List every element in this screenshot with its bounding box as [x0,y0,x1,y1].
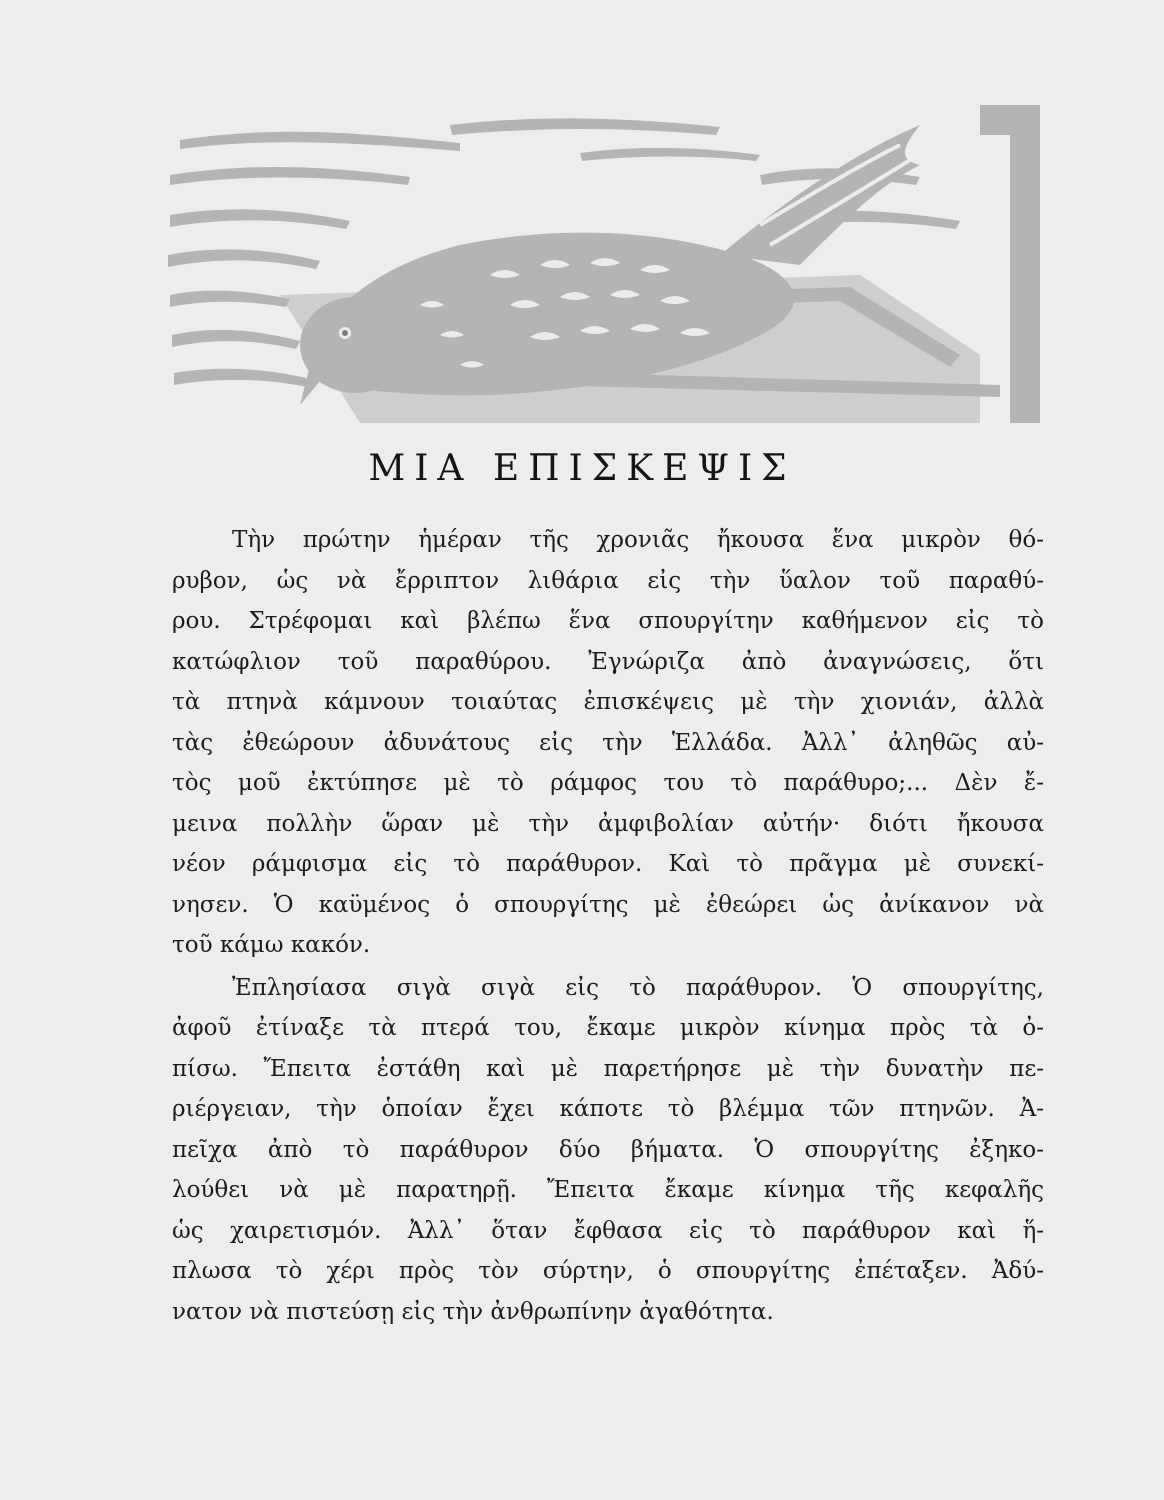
text-line: ρου. Στρέφομαι καὶ βλέπω ἕνα σπουργίτην καθήμενον εἰς τὸ [172,608,1044,634]
text-line: πίσω. Ἔπειτα ἐστάθη καὶ μὲ παρετήρησε μὲ τὴν δυνατὴν πε- [172,1055,1044,1082]
paragraph-1 [172,520,1044,966]
text-line: τὸς μοῦ ἐκτύπησε μὲ τὸ ράμφος του τὸ παράθυρο;... Δὲν ἔ- [172,770,1044,796]
text-line: νέον ράμφισμα εἰς τὸ παράθυρον. Καὶ τὸ πρᾶγμα μὲ συνεκί- [172,851,1044,877]
text-line: κατώφλιον τοῦ παραθύρου. Ἐγνώριζα ἀπὸ ἀναγνώσεις, ὅτι [172,648,1044,675]
text-line: Τὴν πρώτην ἡμέραν τῆς χρονιᾶς ἤκουσα ἕνα μικρὸν θό- [232,527,1044,553]
text-line: ἀφοῦ ἐτίναξε τὰ πτερά του, ἔκαμε μικρὸν κίνημα πρὸς τὰ ὀ- [172,1015,1044,1041]
text-line: τὰς ἐθεώρουν ἀδυνάτους εἰς τὴν Ἑλλάδα. Ἀλλ᾽ ἀληθῶς αὐ- [172,729,1044,756]
text-line: νησεν. Ὁ καϋμένος ὁ σπουργίτης μὲ ἐθεώρει ὡς ἀνίκανον νὰ [172,891,1044,918]
text-line: μεινα πολλὴν ὥραν μὲ τὴν ἀμφιβολίαν αὐτήν· διότι ἤκουσα [172,810,1044,837]
paragraph-2 [172,968,1044,1333]
page-title: ΜΙΑ ΕΠΙΣΚΕΨΙΣ [368,448,796,489]
text-line: τοῦ κάμω κακόν. [172,932,371,958]
sparrow-woodcut-icon [160,105,1040,423]
body-text [172,520,1044,1332]
text-line: λούθει νὰ μὲ παρατηρῇ. Ἔπειτα ἔκαμε κίνημα τῆς κεφαλῆς [172,1177,1044,1203]
text-line: ριέργειαν, τὴν ὁποίαν ἔχει κάποτε τὸ βλέμμα τῶν πτηνῶν. Ἀ- [172,1096,1044,1122]
text-line: ὡς χαιρετισμόν. Ἀλλ᾽ ὅταν ἔφθασα εἰς τὸ παράθυρον καὶ ἥ- [172,1217,1044,1244]
text-line: πλωσα τὸ χέρι πρὸς τὸν σύρτην, ὁ σπουργίτης ἐπέταξεν. Ἀδύ- [172,1258,1044,1284]
text-line: πεῖχα ἀπὸ τὸ παράθυρον δύο βήματα. Ὁ σπουργίτης ἐξηκο- [172,1136,1044,1163]
text-line: τὰ πτηνὰ κάμνουν τοιαύτας ἐπισκέψεις μὲ τὴν χιονιάν, ἀλλὰ [172,689,1044,715]
text-line: Ἐπλησίασα σιγὰ σιγὰ εἰς τὸ παράθυρον. Ὁ σπουργίτης, [232,974,1044,1001]
text-line: νατον νὰ πιστεύσῃ εἰς τὴν ἀνθρωπίνην ἀγαθότητα. [172,1298,774,1325]
text-line: ρυβον, ὡς νὰ ἔρριπτον λιθάρια εἰς τὴν ὕαλον τοῦ παραθύ- [172,567,1044,594]
